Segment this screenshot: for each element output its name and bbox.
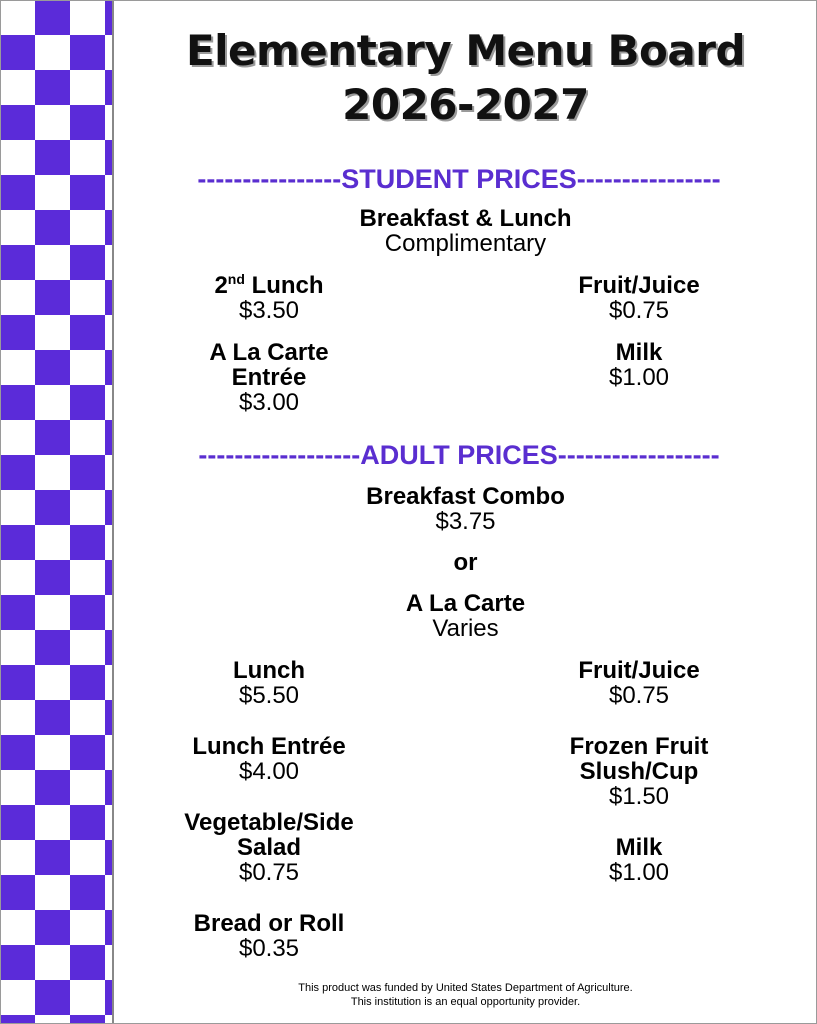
item-price: $0.35 <box>238 935 300 962</box>
item-name: Breakfast Combo <box>366 483 565 510</box>
item-name: Bread or Roll <box>193 910 345 937</box>
item-name-line2: Salad <box>236 834 302 861</box>
student-prices-heading: ----------------STUDENT PRICES---------------- <box>197 164 721 194</box>
item-price: $4.00 <box>238 758 300 785</box>
item-name-rest: Lunch <box>244 272 324 299</box>
item-name: Lunch Entrée <box>192 733 346 760</box>
item-price: $1.50 <box>608 783 670 810</box>
item-price: $3.50 <box>238 297 300 324</box>
adult-lunch-entree <box>124 734 414 784</box>
usda-disclaimer <box>114 981 817 1009</box>
adult-bread-roll <box>124 911 414 961</box>
student-fruit-juice <box>484 273 794 323</box>
item-price: $3.75 <box>435 508 496 535</box>
adult-milk <box>484 835 794 885</box>
adult-prices-heading: ------------------ADULT PRICES------------------ <box>198 440 720 470</box>
item-price: $0.75 <box>608 682 670 709</box>
item-name-line1: Frozen Fruit <box>569 733 709 760</box>
adult-a-la-carte <box>114 591 817 641</box>
item-price: $1.00 <box>608 859 670 886</box>
item-price: $3.00 <box>238 389 300 416</box>
item-name: Lunch <box>233 657 305 684</box>
item-name-line2: Slush/Cup <box>579 758 699 785</box>
item-name-line1: A La Carte <box>209 339 329 366</box>
item-price: $0.75 <box>608 297 670 324</box>
item-name: A La Carte <box>405 590 526 617</box>
item-price: $0.75 <box>238 859 300 886</box>
item-name: Fruit/Juice <box>578 657 700 684</box>
item-name: Fruit/Juice <box>578 272 700 299</box>
adult-lunch <box>124 658 414 708</box>
menu-board <box>114 0 817 1024</box>
student-a-la-carte-entree <box>124 340 414 415</box>
adult-breakfast-combo <box>114 484 817 534</box>
item-name-number: 2 <box>214 272 228 299</box>
page-title: Elementary Menu Board <box>185 26 746 75</box>
disclaimer-line2: This institution is an equal opportunity provider. <box>350 996 581 1008</box>
item-price: $1.00 <box>608 364 670 391</box>
item-name-ordinal: nd <box>227 271 245 287</box>
item-price: $5.50 <box>238 682 300 709</box>
adult-or-separator <box>114 550 817 575</box>
student-breakfast-lunch <box>114 206 817 256</box>
adult-frozen-fruit <box>484 734 794 809</box>
checkered-border <box>0 0 114 1024</box>
item-name <box>124 273 414 298</box>
item-name: Milk <box>615 339 663 366</box>
item-name: Breakfast & Lunch <box>359 205 572 232</box>
item-price: Varies <box>432 615 499 642</box>
item-name-line1: Vegetable/Side <box>184 809 354 836</box>
adult-vegetable-side <box>124 810 414 885</box>
item-name-line2: Entrée <box>231 364 307 391</box>
page-subtitle-year: 2026-2027 <box>342 80 589 129</box>
item-name: Milk <box>615 834 663 861</box>
adult-fruit-juice <box>484 658 794 708</box>
student-second-lunch <box>124 273 414 323</box>
student-milk <box>484 340 794 390</box>
disclaimer-line1: This product was funded by United States Department of Agriculture. <box>298 982 633 994</box>
or-text: or <box>453 549 478 576</box>
item-price: Complimentary <box>384 230 547 257</box>
